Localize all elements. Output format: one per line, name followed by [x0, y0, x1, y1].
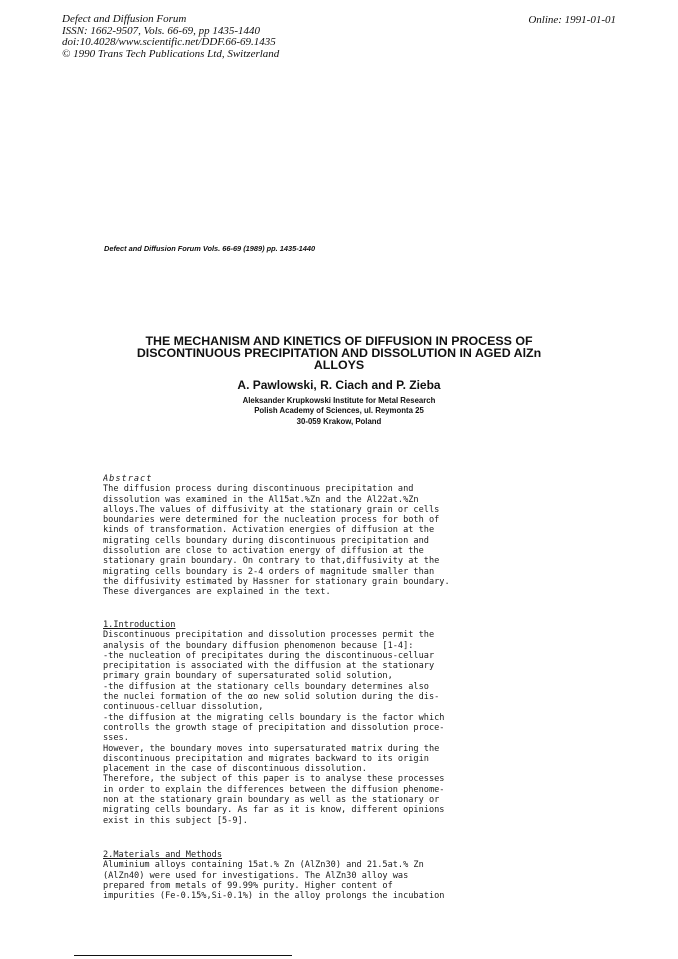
intro-line: -the nucleation of precipitates during the discontinuous-celluar — [103, 650, 435, 661]
materials-section — [103, 850, 539, 901]
affiliation-line: 30-059 Krakow, Poland — [296, 416, 382, 426]
authors: A. Pawlowski, R. Ciach and P. Zieba — [237, 378, 441, 392]
intro-line: -the diffusion at the migrating cells boundary is the factor which — [103, 712, 445, 723]
abstract-line: migrating cells boundary is 2-4 orders of magnitude smaller than — [103, 566, 435, 577]
abstract-line: kinds of transformation. Activation energies of diffusion at the — [103, 525, 435, 536]
affiliation-line: Polish Academy of Sciences, ul. Reymonta 25 — [254, 406, 424, 416]
intro-line: discontinuous precipitation and migrates backward to its origin — [103, 753, 429, 764]
paper-title — [94, 335, 584, 372]
materials-line: impurities (Fe-0.15%,Si-0.1%) in the alloy prolongs the incubation — [103, 891, 445, 902]
header-issn: ISSN: 1662-9507, Vols. 66-69, pp 1435-1440 — [62, 24, 260, 37]
title-line: DISCONTINUOUS PRECIPITATION AND DISSOLUTION IN AGED AlZn — [136, 346, 542, 361]
header-journal-name: Defect and Diffusion Forum — [62, 13, 187, 25]
abstract-line: The diffusion process during discontinuous precipitation and — [103, 484, 414, 495]
abstract-line: migrating cells boundary during discontinuous precipitation and — [103, 535, 429, 546]
intro-line: Discontinuous precipitation and dissolution processes permit the — [103, 630, 435, 641]
materials-line: (AlZn40) were used for investigations. The AlZn30 alloy was — [103, 870, 409, 881]
intro-line: precipitation is associated with the diffusion at the stationary — [103, 661, 435, 672]
header-copyright: © 1990 Trans Tech Publications Ltd, Switzerland — [62, 47, 280, 60]
abstract-section — [103, 474, 539, 598]
intro-line: placement in the case of discontinuous dissolution. — [103, 764, 367, 775]
intro-line: non at the stationary grain boundary as well as the stationary or — [103, 795, 440, 806]
materials-line: Aluminium alloys containing 15at.% Zn (AlZn30) and 21.5at.% Zn — [103, 860, 424, 871]
intro-line: the nuclei formation of the αo new solid solution during the dis- — [103, 692, 440, 703]
intro-line: However, the boundary moves into supersaturated matrix during the — [103, 743, 440, 754]
title-line: THE MECHANISM AND KINETICS OF DIFFUSION IN PROCESS OF — [145, 334, 533, 348]
intro-line: continuous-celluar dissolution, — [103, 702, 264, 713]
abstract-line: alloys.The values of diffusivity at the stationary grain or cells — [103, 504, 440, 515]
intro-line: -the diffusion at the stationary cells boundary determines also — [103, 681, 429, 692]
abstract-heading: Abstract — [103, 474, 153, 484]
intro-line: exist in this subject [5-9]. — [103, 815, 248, 826]
online-date: Online: 1991-01-01 — [528, 14, 616, 26]
intro-line: controlls the growth stage of precipitation and dissolution proce- — [103, 722, 445, 733]
materials-heading: 2.Materials and Methods — [103, 850, 222, 860]
intro-line: analysis of the boundary diffusion phenomenon because [1-4]: — [103, 640, 414, 651]
intro-line: in order to explain the differences between the diffusion phenome- — [103, 784, 445, 795]
citation-line: Defect and Diffusion Forum Vols. 66-69 (1989) pp. 1435-1440 — [104, 244, 316, 253]
intro-line: sses. — [103, 733, 129, 744]
abstract-line: boundaries were determined for the nucleation process for both of — [103, 515, 440, 526]
abstract-line: stationary grain boundary. On contrary to that,diffusivity at the — [103, 556, 440, 567]
affiliation — [94, 396, 584, 427]
abstract-line: These divergances are explained in the text. — [103, 587, 331, 598]
footer-rule — [74, 955, 292, 956]
intro-line: primary grain boundary of supersaturated solid solution, — [103, 671, 393, 682]
introduction-heading: 1.Introduction — [103, 620, 176, 630]
journal-header — [62, 14, 382, 60]
title-line: ALLOYS — [313, 358, 365, 373]
abstract-line: dissolution are close to activation energy of diffusion at the — [103, 546, 424, 557]
materials-line: prepared from metals of 99.99% purity. Higher content of — [103, 880, 393, 891]
intro-line: Therefore, the subject of this paper is to analyse these processes — [103, 774, 445, 785]
header-doi: doi:10.4028/www.scientific.net/DDF.66-69.1435 — [62, 36, 276, 49]
abstract-line: the diffusivity estimated by Hassner for stationary grain boundary. — [103, 576, 450, 587]
introduction-section — [103, 620, 539, 826]
abstract-line: dissolution was examined in the Al15at.%Zn and the Al22at.%Zn — [103, 494, 419, 505]
intro-line: migrating cells boundary. As far as it is know, different opinions — [103, 805, 445, 816]
affiliation-line: Aleksander Krupkowski Institute for Metal Research — [242, 396, 436, 405]
